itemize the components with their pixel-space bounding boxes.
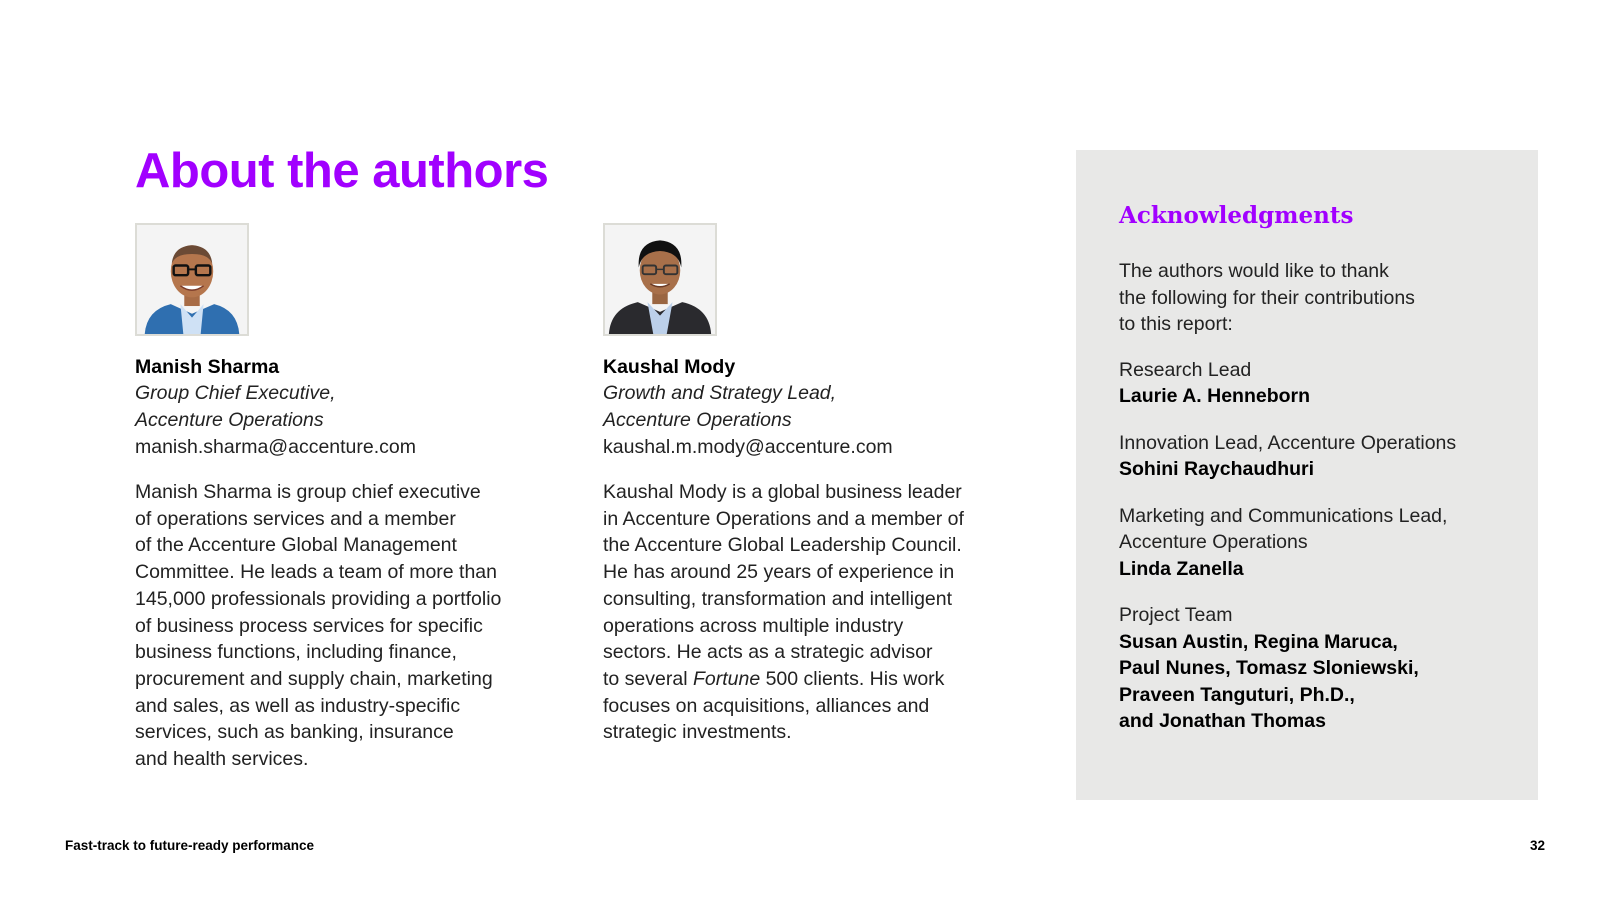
bio-text: 500 clients. His work [760, 667, 945, 690]
ack-names: Linda Zanella [1119, 557, 1244, 580]
ack-role: Research Lead [1119, 358, 1252, 381]
acknowledgments-panel [1076, 150, 1538, 800]
bio-line [603, 666, 993, 693]
intro-line: the following for their contributions [1119, 286, 1415, 309]
ack-group-project-team [1119, 602, 1519, 735]
bio-line: and sales, as well as industry-specific [135, 694, 461, 717]
bio-line: focuses on acquisitions, alliances and [603, 694, 930, 717]
bio-line: the Accenture Global Leadership Council. [603, 534, 962, 557]
bio-line: Committee. He leads a team of more than [135, 561, 497, 584]
bio-line: sectors. He acts as a strategic advisor [603, 641, 933, 664]
bio-fortune-italic: Fortune [692, 667, 761, 690]
footer-report-title: Fast-track to future-ready performance [65, 838, 315, 853]
bio-line: and health services. [135, 748, 309, 771]
bio-text: to several [603, 667, 693, 690]
ack-names: Praveen Tanguturi, Ph.D., [1119, 683, 1355, 706]
bio-line: Manish Sharma is group chief executive [135, 481, 481, 503]
ack-names: Paul Nunes, Tomasz Sloniewski, [1119, 657, 1419, 679]
author-name: Kaushal Mody [603, 356, 736, 378]
author-role-line: Accenture Operations [135, 409, 324, 431]
author-card-kaushal-mody [603, 223, 993, 746]
bio-line: of the Accenture Global Management [135, 534, 457, 557]
bio-line: Kaushal Mody is a global business leader [603, 481, 962, 503]
author-portrait-image [137, 225, 247, 334]
author-bio [603, 479, 993, 746]
author-email: manish.sharma@accenture.com [135, 436, 416, 458]
author-role [135, 380, 535, 434]
author-role-line: Accenture Operations [603, 409, 792, 431]
author-card-manish-sharma [135, 223, 535, 773]
ack-names: Laurie A. Henneborn [1119, 385, 1311, 407]
author-photo [603, 223, 717, 336]
ack-group-marketing-lead [1119, 503, 1519, 583]
ack-role: Innovation Lead, Accenture Operations [1119, 431, 1457, 454]
bio-line: services, such as banking, insurance [135, 721, 454, 744]
acknowledgments-body [1119, 258, 1519, 755]
ack-role: Accenture Operations [1119, 531, 1308, 553]
bio-line: business functions, including finance, [135, 641, 457, 664]
bio-line: of business process services for specific [135, 614, 483, 637]
author-photo [135, 223, 249, 336]
acknowledgments-title: Acknowledgments [1119, 202, 1354, 229]
bio-line: of operations services and a member [135, 507, 456, 530]
intro-line: The authors would like to thank [1119, 260, 1389, 282]
author-portrait-image [605, 225, 715, 334]
bio-line: He has around 25 years of experience in [603, 561, 955, 584]
author-email: kaushal.m.mody@accenture.com [603, 436, 893, 458]
ack-names: Susan Austin, Regina Maruca, [1119, 630, 1398, 653]
acknowledgments-intro [1119, 258, 1519, 338]
bio-line: 145,000 professionals providing a portfolio [135, 587, 502, 610]
author-name: Manish Sharma [135, 356, 280, 378]
bio-line: procurement and supply chain, marketing [135, 667, 493, 690]
footer-page-number: 32 [1529, 838, 1545, 853]
author-role-line: Group Chief Executive, [135, 382, 336, 404]
intro-line: to this report: [1119, 313, 1233, 335]
bio-line: consulting, transformation and intelligent [603, 587, 953, 610]
ack-role: Project Team [1119, 604, 1233, 626]
ack-group-research-lead [1119, 357, 1519, 410]
ack-names: and Jonathan Thomas [1119, 710, 1326, 732]
ack-role: Marketing and Communications Lead, [1119, 504, 1448, 527]
author-bio [135, 479, 535, 773]
bio-line: strategic investments. [603, 721, 792, 744]
bio-line: in Accenture Operations and a member of [603, 507, 964, 530]
bio-line: operations across multiple industry [603, 614, 904, 637]
author-role [603, 380, 993, 434]
ack-group-innovation-lead [1119, 430, 1519, 483]
page-title: About the authors [135, 144, 549, 198]
ack-names: Sohini Raychaudhuri [1119, 458, 1315, 480]
author-role-line: Growth and Strategy Lead, [603, 382, 837, 404]
